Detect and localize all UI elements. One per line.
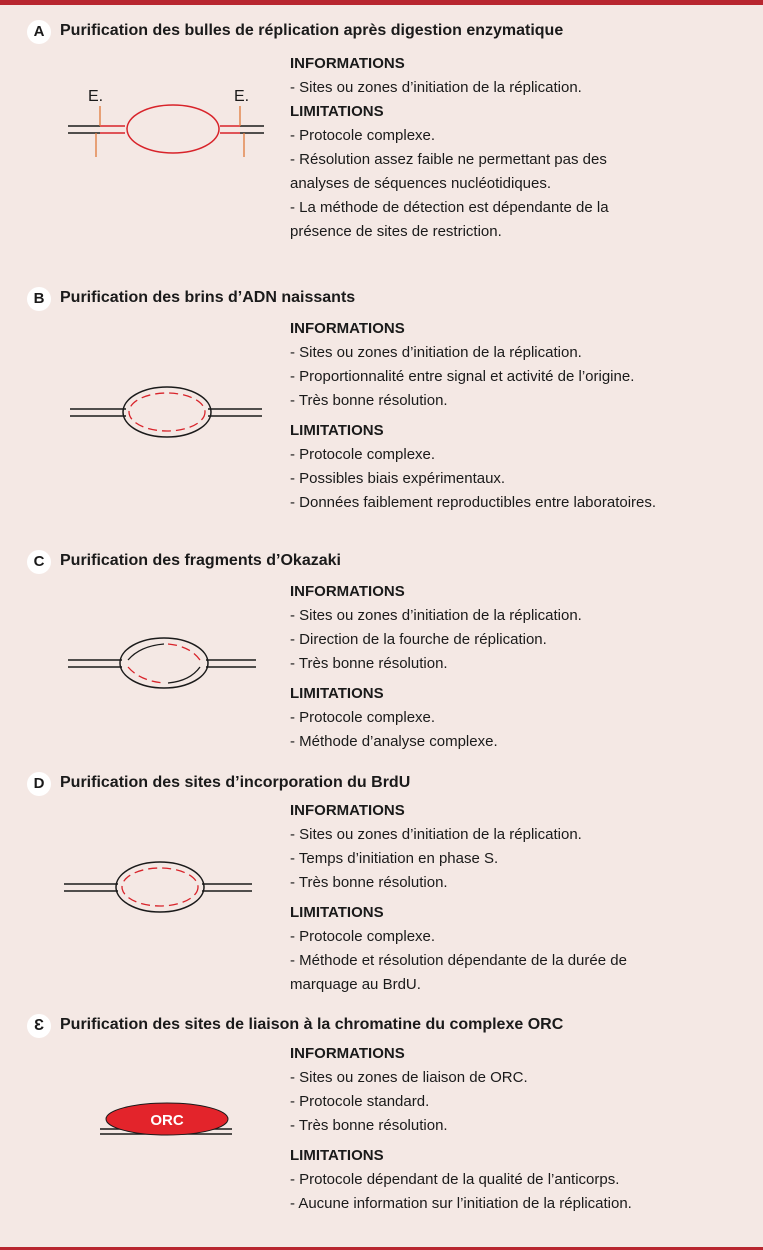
info-item: - Très bonne résolution. bbox=[290, 874, 448, 891]
limitation-item: - La méthode de détection est dépendante de la bbox=[290, 199, 609, 216]
info-item: - Sites ou zones de liaison de ORC. bbox=[290, 1069, 528, 1086]
info-heading: INFORMATIONS bbox=[290, 55, 405, 72]
limitations-heading: LIMITATIONS bbox=[290, 422, 384, 439]
section-letter: B bbox=[27, 287, 51, 311]
top-rule bbox=[0, 0, 763, 5]
info-item: - Temps d’initiation en phase S. bbox=[290, 850, 499, 867]
replication-bubble-digestion-diagram bbox=[0, 20, 290, 170]
limitation-item: - Données faiblement reproductibles entre laboratoires. bbox=[290, 494, 657, 511]
limitation-item: présence de sites de restriction. bbox=[290, 223, 502, 240]
info-item: - Direction de la fourche de réplication. bbox=[290, 631, 547, 648]
limitation-item: marquage au BrdU. bbox=[290, 976, 421, 993]
info-item: - Proportionnalité entre signal et activité de l’origine. bbox=[290, 368, 635, 385]
limitation-item: - Protocole dépendant de la qualité de l’anticorps. bbox=[290, 1171, 620, 1188]
nascent-strand-bubble-diagram bbox=[0, 287, 290, 487]
info-item: - Très bonne résolution. bbox=[290, 392, 448, 409]
orc-label: ORC bbox=[150, 1112, 184, 1129]
info-heading: INFORMATIONS bbox=[290, 583, 405, 600]
section-title: Purification des bulles de réplication après digestion enzymatique bbox=[60, 22, 564, 39]
limitations-heading: LIMITATIONS bbox=[290, 685, 384, 702]
info-heading: INFORMATIONS bbox=[290, 1045, 405, 1062]
info-item: - Sites ou zones d’initiation de la réplication. bbox=[290, 607, 582, 624]
info-item: - Très bonne résolution. bbox=[290, 655, 448, 672]
section-title: Purification des brins d’ADN naissants bbox=[60, 289, 356, 306]
info-heading: INFORMATIONS bbox=[290, 320, 405, 337]
section-text bbox=[290, 317, 750, 515]
enzyme-label-left: E. bbox=[88, 88, 104, 105]
okazaki-fragments-bubble-diagram bbox=[0, 550, 290, 750]
limitation-item: - Possibles biais expérimentaux. bbox=[290, 470, 506, 487]
section-text bbox=[290, 1042, 750, 1216]
info-item: - Très bonne résolution. bbox=[290, 1117, 448, 1134]
section-title: Purification des sites d’incorporation du BrdU bbox=[60, 774, 411, 791]
info-item: - Sites ou zones d’initiation de la réplication. bbox=[290, 344, 582, 361]
info-item: - Sites ou zones d’initiation de la réplication. bbox=[290, 79, 582, 96]
section-text bbox=[290, 580, 750, 754]
limitations-heading: LIMITATIONS bbox=[290, 904, 384, 921]
limitation-item: - Méthode et résolution dépendante de la durée de bbox=[290, 952, 627, 969]
section-letter: C bbox=[27, 550, 51, 574]
section-text bbox=[290, 52, 750, 244]
limitations-heading: LIMITATIONS bbox=[290, 103, 384, 120]
brdu-incorporation-bubble-diagram bbox=[0, 772, 290, 972]
limitation-item: - Protocole complexe. bbox=[290, 127, 436, 144]
limitation-item: - Aucune information sur l’initiation de la réplication. bbox=[290, 1195, 632, 1212]
limitation-item: - Méthode d’analyse complexe. bbox=[290, 733, 498, 750]
limitation-item: - Protocole complexe. bbox=[290, 709, 436, 726]
section-letter: Ɛ bbox=[27, 1014, 51, 1038]
section-letter: D bbox=[27, 772, 51, 796]
limitation-item: - Résolution assez faible ne permettant pas des bbox=[290, 151, 607, 168]
orc-binding-diagram bbox=[0, 1014, 290, 1174]
section-letter: A bbox=[27, 20, 51, 44]
limitation-item: analyses de séquences nucléotidiques. bbox=[290, 175, 552, 192]
info-item: - Sites ou zones d’initiation de la réplication. bbox=[290, 826, 582, 843]
info-heading: INFORMATIONS bbox=[290, 802, 405, 819]
section-text bbox=[290, 799, 750, 997]
limitations-heading: LIMITATIONS bbox=[290, 1147, 384, 1164]
limitation-item: - Protocole complexe. bbox=[290, 446, 436, 463]
limitation-item: - Protocole complexe. bbox=[290, 928, 436, 945]
section-title: Purification des fragments d’Okazaki bbox=[60, 552, 341, 569]
enzyme-label-right: E. bbox=[234, 88, 250, 105]
section-title: Purification des sites de liaison à la chromatine du complexe ORC bbox=[60, 1016, 564, 1033]
info-item: - Protocole standard. bbox=[290, 1093, 430, 1110]
